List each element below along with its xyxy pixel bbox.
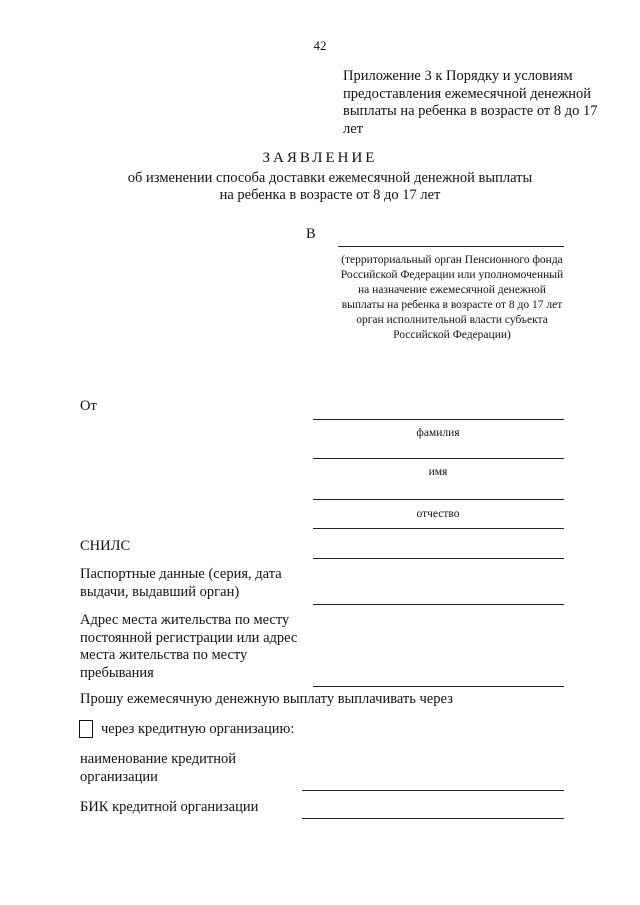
- bik-input-line[interactable]: [302, 818, 564, 819]
- organ-input-line[interactable]: [338, 246, 564, 247]
- bank-name-label: наименование кредитной организации: [80, 751, 237, 785]
- snils-input-line[interactable]: [313, 558, 564, 559]
- name-caption: имя: [428, 466, 448, 478]
- bik-label: БИК кредитной организации: [80, 799, 259, 815]
- credit-org-checkbox[interactable]: [79, 720, 93, 738]
- name-input-line[interactable]: [313, 458, 564, 459]
- passport-input-line[interactable]: [313, 604, 564, 605]
- address-input-line[interactable]: [313, 686, 564, 687]
- patronymic-input-line[interactable]: [313, 499, 564, 500]
- subtitle-line-2: на ребенка в возрасте от 8 до 17 лет: [219, 187, 441, 203]
- patronymic-caption: отчество: [416, 508, 460, 520]
- appendix-note: Приложение 3 к Порядку и условиям предоставления ежемесячной денежной выплаты на ребенка в возрасте от 8 до 17 лет: [343, 68, 598, 137]
- document-title: ЗАЯВЛЕНИЕ: [262, 150, 378, 166]
- surname-input-line[interactable]: [313, 419, 564, 420]
- snils-label: СНИЛС: [80, 538, 131, 554]
- credit-org-option-label: через кредитную организацию:: [101, 721, 295, 737]
- surname-caption: фамилия: [416, 427, 460, 439]
- fio-bottom-line: [313, 528, 564, 529]
- organ-caption: (территориальный орган Пенсионного фонда Российской Федерации или уполномоченный на назначение ежемесячной денежной выплаты на ребенка в возрасте от 8 до 17 лет орган исполнительной власти субъекта Российской Федерации): [340, 254, 564, 341]
- passport-label: Паспортные данные (серия, дата выдачи, выдавший орган): [80, 566, 282, 600]
- to-label: В: [306, 226, 316, 242]
- page-number: 42: [313, 38, 327, 53]
- address-label: Адрес места жительства по месту постоянной регистрации или адрес места жительства по месту пребывания: [80, 612, 298, 681]
- document-subtitle: [100, 170, 560, 204]
- bank-name-input-line[interactable]: [302, 790, 564, 791]
- request-text: Прошу ежемесячную денежную выплату выплачивать через: [80, 691, 453, 707]
- subtitle-line-1: об изменении способа доставки ежемесячной денежной выплаты: [127, 170, 533, 186]
- from-label: От: [80, 398, 97, 414]
